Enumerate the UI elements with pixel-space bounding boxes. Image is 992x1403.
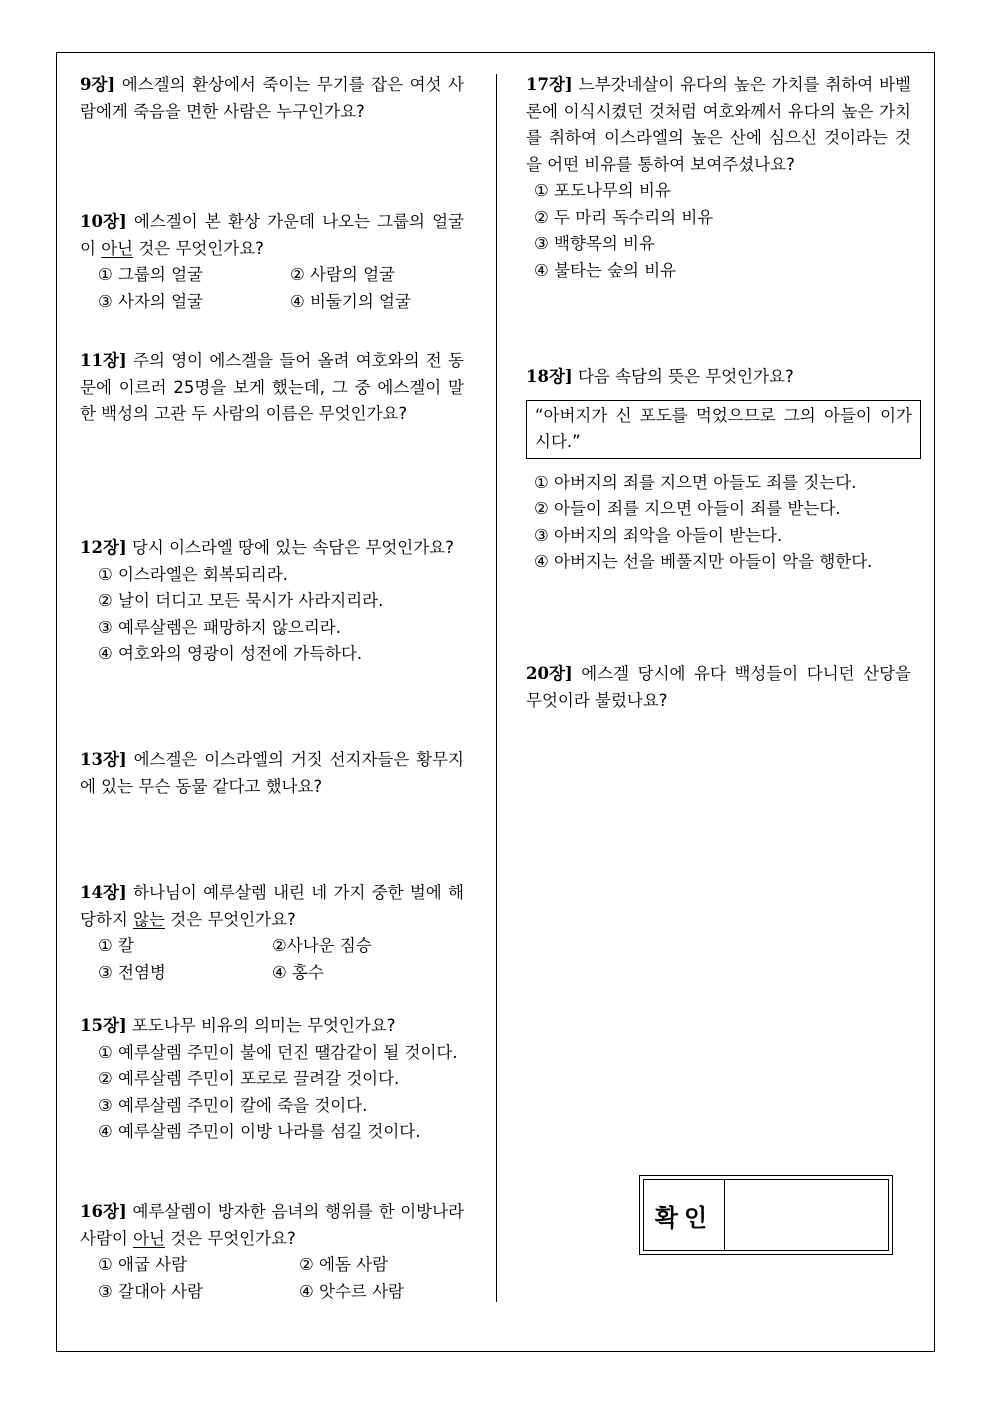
- option: ③ 전염병: [98, 962, 166, 982]
- option: ② 에돔 사람: [299, 1255, 389, 1274]
- question-16: 16장] 예루살렘이 방자한 음녀의 행위를 한 이방나라 사람이 아닌 것은 무엇인가요? ① 애굽 사람 ② 에돔 사람 ③ 갈대아 사람 ④ 앗수르 사람: [80, 1199, 464, 1305]
- question-12: 12장] 당시 이스라엘 땅에 있는 속담은 무엇인가요? ① 이스라엘은 회복되리라. ② 날이 더디고 모든 묵시가 사라지리라. ③ 예루살렘은 패망하지 않으리라. ④ 여호와의 영광이 성전에 가득하다.: [80, 535, 464, 668]
- option: ④ 홍수: [272, 962, 324, 982]
- question-14: 14장] 하나님이 예루살렘 내린 네 가지 중한 벌에 해당하지 않는 것은 무엇인가요? ① 칼 ②사나운 짐승 ③ 전염병 ④ 홍수: [80, 880, 464, 986]
- question-9: 9장] 에스겔의 환상에서 죽이는 무기를 잡은 여섯 사람에게 죽음을 면한 사람은 누구인가요?: [80, 75, 464, 121]
- option: ④ 비둘기의 얼굴: [290, 291, 411, 311]
- question-10: 10장] 에스겔이 본 환상 가운데 나오는 그룹의 얼굴이 아닌 것은 무엇인가요? ① 그룹의 얼굴 ② 사람의 얼굴 ③ 사자의 얼굴 ④ 비둘기의 얼굴: [80, 209, 464, 315]
- option: ④ 불타는 숲의 비유: [534, 260, 677, 280]
- question-20: 20장] 에스겔 당시에 유다 백성들이 다니던 산당을 무엇이라 불렀나요?: [526, 664, 911, 710]
- option: ③ 사자의 얼굴: [98, 291, 203, 311]
- option: ④ 여호와의 영광이 성전에 가득하다.: [98, 644, 363, 663]
- confirmation-box: [639, 1175, 893, 1255]
- option: ② 날이 더디고 모든 묵시가 사라지리라.: [98, 591, 384, 610]
- option: ① 칼: [98, 936, 134, 955]
- option: ③ 백향목의 비유: [534, 234, 655, 253]
- question-18: 18장] 다음 속담의 뜻은 무엇인가요? “아버지가 신 포도를 먹었으므로 그의 아들이 이가 시다.” ① 아버지의 죄를 지으면 아들도 죄를 짓는다. ② 아들이 죄를 지으면 아들이 죄를 받는다. ③ 아버지의 죄악을 아들이 받는다. ④ 아버지는 선을 베풀지만 아들이 악을 행한다.: [526, 364, 921, 576]
- question-15: 15장] 포도나무 비유의 의미는 무엇인가요? ① 예루살렘 주민이 불에 던진 땔감같이 될 것이다. ② 예루살렘 주민이 포로로 끌려갈 것이다. ③ 예루살렘 주민이 칼에 죽을 것이다. ④ 예루살렘 주민이 이방 나라를 섬길 것이다.: [80, 1013, 464, 1146]
- option: ② 아들이 죄를 지으면 아들이 죄를 받는다.: [534, 499, 841, 518]
- option: ③ 갈대아 사람: [98, 1281, 203, 1301]
- option: ① 아버지의 죄를 지으면 아들도 죄를 짓는다.: [534, 472, 857, 492]
- confirmation-label: 확인: [644, 1180, 725, 1250]
- option: ③ 예루살렘은 패망하지 않으리라.: [98, 617, 341, 637]
- option: ④ 앗수르 사람: [299, 1281, 404, 1301]
- question-17: 17장] 느부갓네살이 유다의 높은 가치를 취하여 바벨론에 이식시켰던 것처럼 여호와께서 유다의 높은 가치를 취하여 이스라엘의 높은 산에 심으신 것이라는 것을 어떤 비유를 통하여 보여주셨나요? ① 포도나무의 비유 ② 두 마리 독수리의 비유 ③ 백향목의 비유 ④ 불타는 숲의 비유: [526, 72, 911, 284]
- option: ② 사람의 얼굴: [290, 265, 395, 284]
- option: ④ 아버지는 선을 베풀지만 아들이 악을 행한다.: [534, 552, 873, 571]
- option: ① 애굽 사람: [98, 1255, 188, 1274]
- option: ① 이스라엘은 회복되리라.: [98, 564, 288, 584]
- proverb-text: “아버지가 신 포도를 먹었으므로 그의 아들이 이가 시다.”: [535, 405, 912, 451]
- signature-field[interactable]: [725, 1180, 888, 1250]
- proverb-box: [526, 400, 921, 459]
- option: ③ 예루살렘 주민이 칼에 죽을 것이다.: [98, 1095, 368, 1115]
- option: ② 예루살렘 주민이 포로로 끌려갈 것이다.: [98, 1069, 400, 1088]
- question-13: 13장] 에스겔은 이스라엘의 거짓 선지자들은 황무지에 있는 무슨 동물 같다고 했나요?: [80, 750, 464, 796]
- question-11: 11장] 주의 영이 에스겔을 들어 올려 여호와의 전 동문에 이르러 25명을 보게 했는데, 그 중 에스겔이 말한 백성의 고관 두 사람의 이름은 무엇인가요?: [80, 351, 464, 423]
- option: ③ 아버지의 죄악을 아들이 받는다.: [534, 525, 783, 545]
- option: ④ 예루살렘 주민이 이방 나라를 섬길 것이다.: [98, 1122, 421, 1141]
- option: ② 두 마리 독수리의 비유: [534, 207, 714, 227]
- option: ②사나운 짐승: [272, 936, 372, 955]
- column-divider: [496, 74, 497, 1302]
- option: ① 포도나무의 비유: [534, 181, 671, 200]
- option: ① 예루살렘 주민이 불에 던진 땔감같이 될 것이다.: [98, 1042, 458, 1062]
- option: ① 그룹의 얼굴: [98, 265, 203, 284]
